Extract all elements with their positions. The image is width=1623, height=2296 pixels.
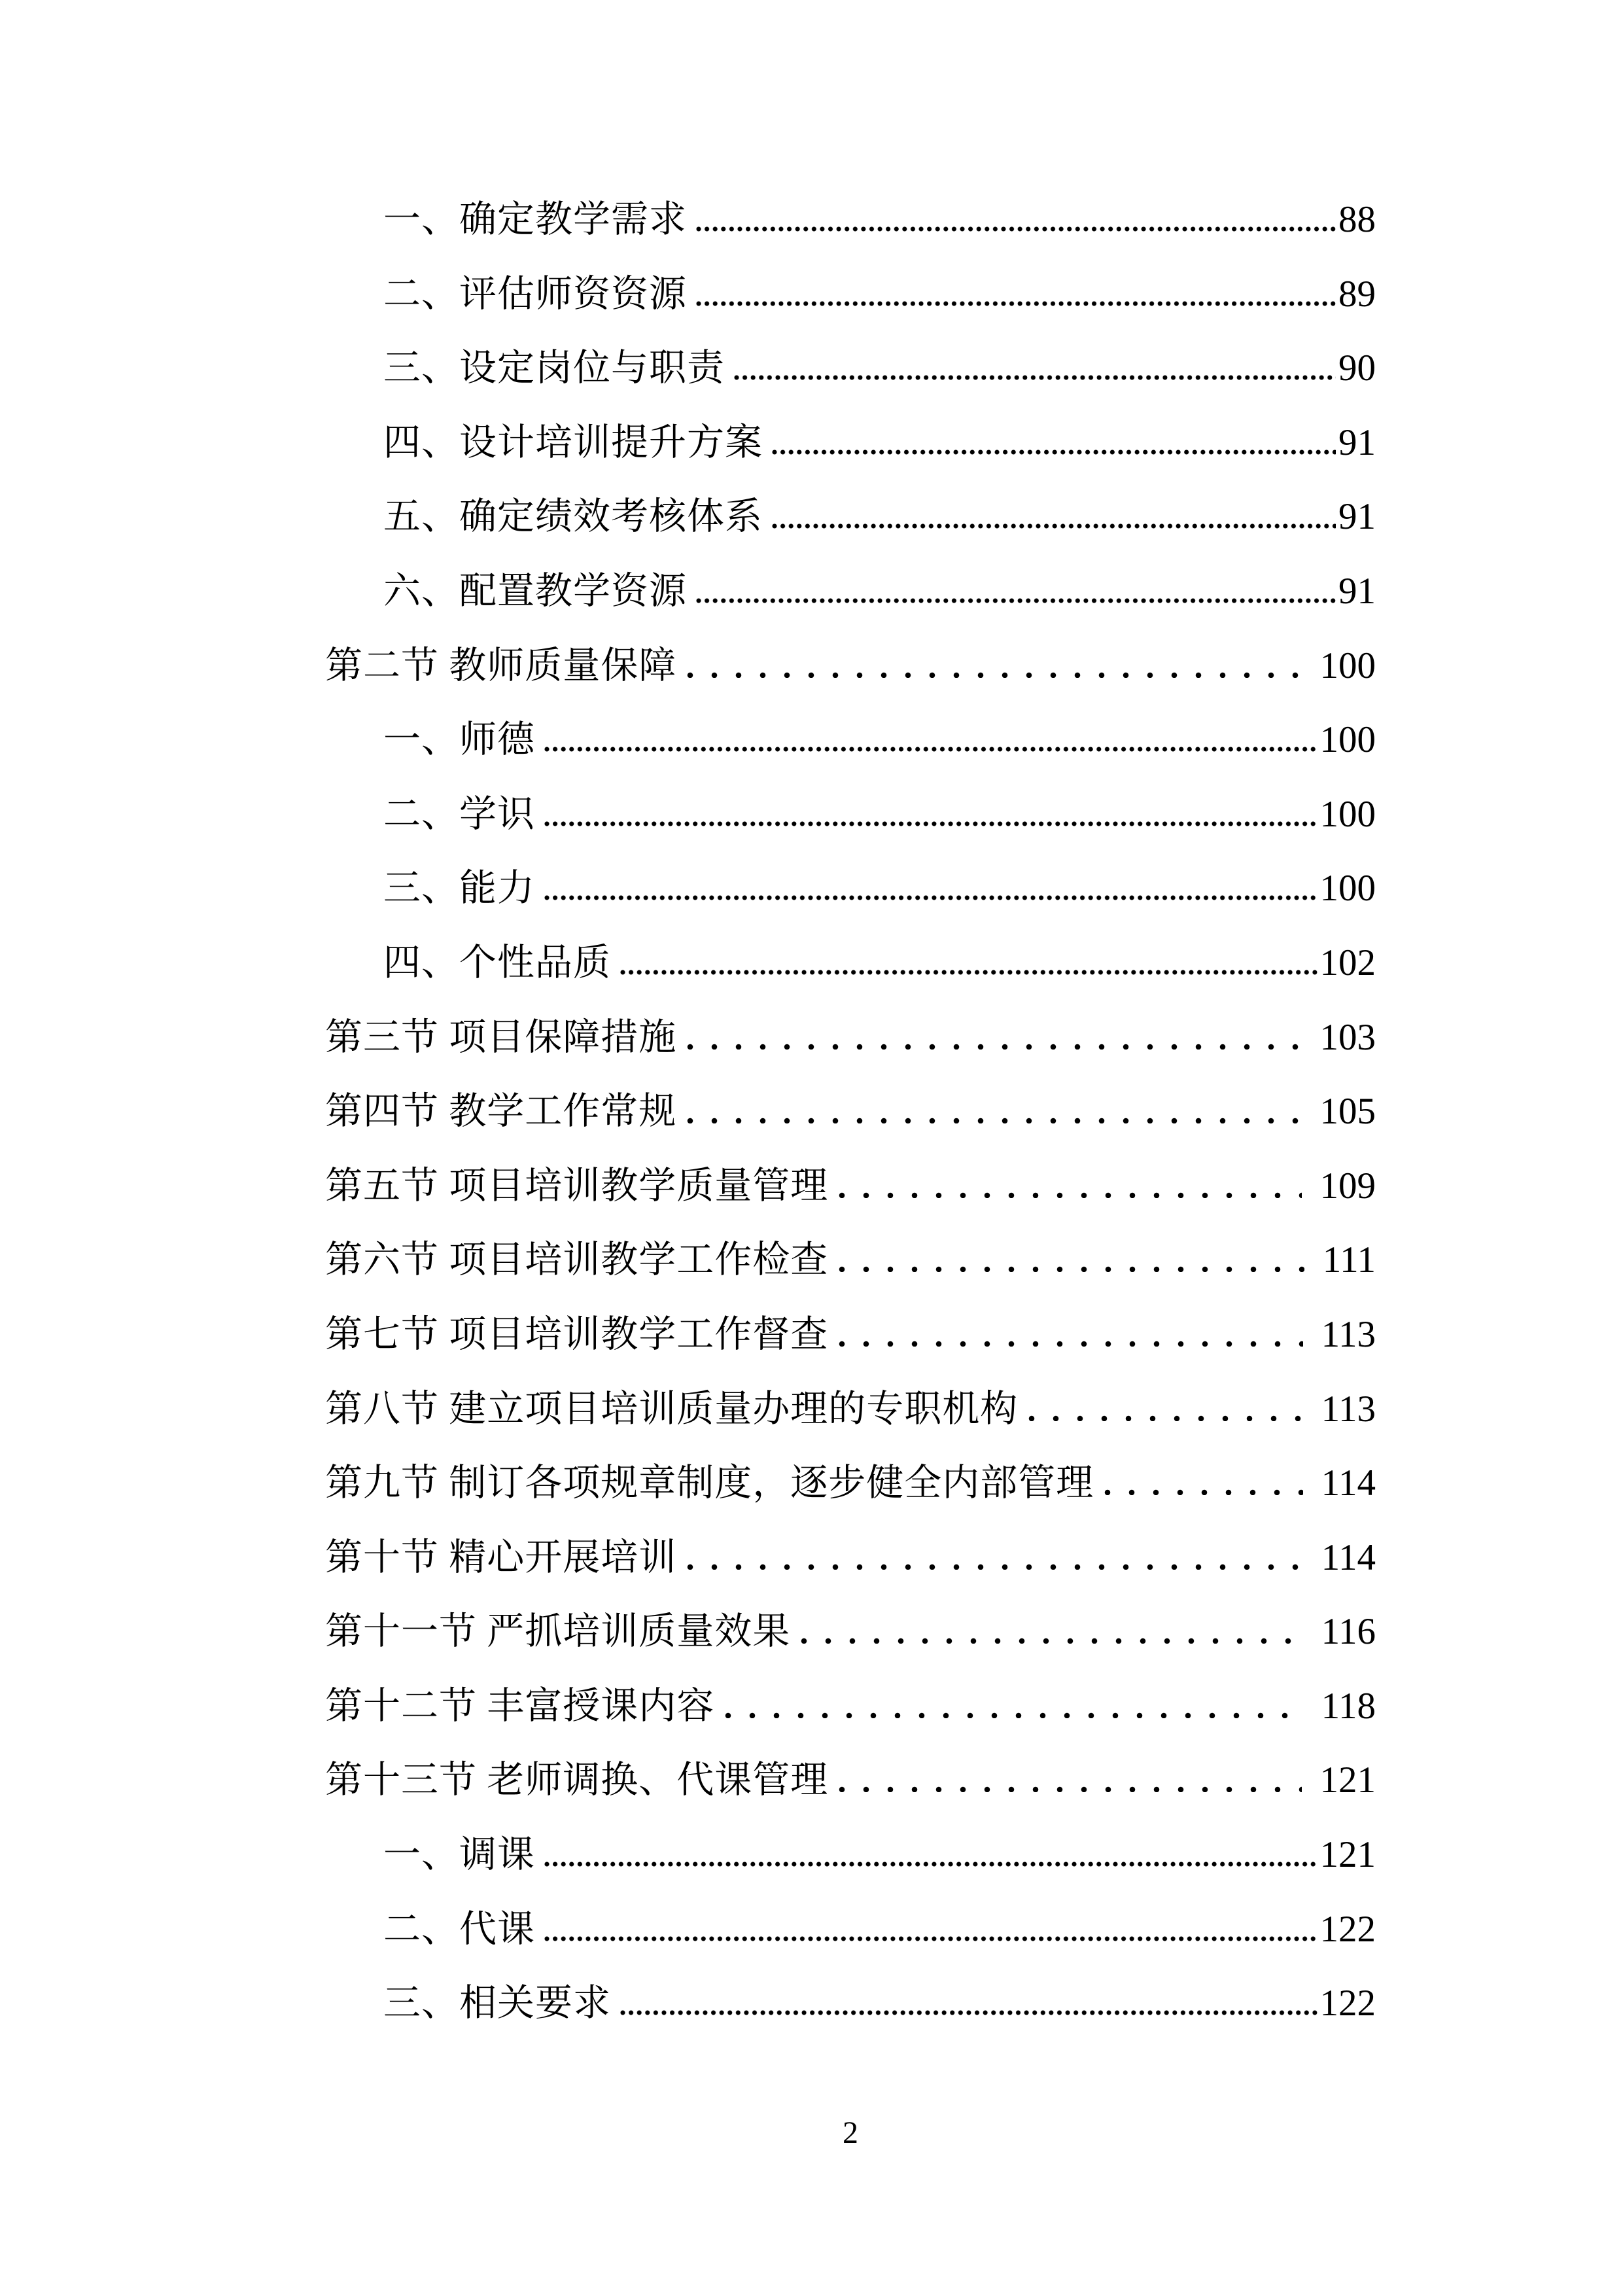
toc-entry-label: 第七节 项目培训教学工作督查 bbox=[325, 1313, 829, 1355]
toc-entry[interactable] bbox=[325, 1521, 1376, 1595]
toc-entry-page: 100 bbox=[1319, 645, 1376, 686]
toc-entry[interactable] bbox=[325, 1298, 1376, 1372]
dot-leader-icon bbox=[836, 1340, 1302, 1347]
toc-entry[interactable] bbox=[325, 1595, 1376, 1669]
dot-leader-icon bbox=[836, 1192, 1301, 1198]
toc-entry-label: 二、代课 bbox=[383, 1908, 535, 1950]
toc-entry-label: 第六节 项目培训教学工作检查 bbox=[325, 1239, 829, 1281]
toc-entry-label: 四、个性品质 bbox=[383, 942, 611, 983]
toc-entry-page: 91 bbox=[1338, 421, 1376, 463]
toc-entry-page: 121 bbox=[1319, 1834, 1376, 1876]
toc-entry-label: 一、确定教学需求 bbox=[383, 199, 687, 240]
toc-entry-page: 113 bbox=[1321, 1388, 1376, 1430]
toc-entry-page: 90 bbox=[1338, 347, 1376, 389]
toc-entry-label: 三、设定岗位与职责 bbox=[383, 347, 725, 389]
toc-entry-label: 第二节 教师质量保障 bbox=[325, 645, 677, 686]
dot-leader-icon bbox=[836, 1786, 1301, 1792]
toc-entry-label: 一、师德 bbox=[383, 719, 535, 761]
toc-entry-page: 118 bbox=[1321, 1685, 1376, 1727]
toc-entry-label: 三、相关要求 bbox=[383, 1983, 611, 2024]
toc-entry-page: 116 bbox=[1321, 1611, 1376, 1653]
toc-entry-label: 第五节 项目培训教学质量管理 bbox=[325, 1165, 829, 1207]
toc-entry-label: 五、确定绩效考核体系 bbox=[383, 496, 763, 538]
toc-entry-page: 91 bbox=[1338, 570, 1376, 612]
dot-leader-icon bbox=[684, 1563, 1302, 1570]
toc-entry-page: 109 bbox=[1319, 1165, 1376, 1207]
toc-entry[interactable] bbox=[325, 406, 1376, 480]
toc-entry[interactable] bbox=[325, 331, 1376, 406]
toc-entry-page: 91 bbox=[1338, 496, 1376, 538]
toc-entry-label: 第三节 项目保障措施 bbox=[325, 1016, 677, 1058]
toc-entry-page: 114 bbox=[1321, 1536, 1376, 1578]
toc-entry-label: 第八节 建立项目培训质量办理的专职机构 bbox=[325, 1388, 1019, 1430]
dot-leader-icon bbox=[1102, 1489, 1302, 1495]
toc-entry-page: 111 bbox=[1322, 1239, 1376, 1281]
toc-entry-label: 六、配置教学资源 bbox=[383, 570, 687, 612]
dot-leader-icon bbox=[543, 745, 1318, 752]
toc-entry[interactable] bbox=[325, 1372, 1376, 1447]
toc-entry-label: 第十一节 严抓培训质量效果 bbox=[325, 1611, 791, 1653]
dot-leader-icon bbox=[733, 374, 1336, 380]
dot-leader-icon bbox=[722, 1712, 1302, 1718]
toc-entry-page: 100 bbox=[1319, 719, 1376, 761]
toc-entry-page: 89 bbox=[1338, 273, 1376, 315]
toc-entry-page: 121 bbox=[1319, 1759, 1376, 1801]
dot-leader-icon bbox=[1026, 1415, 1302, 1421]
toc-entry-page: 113 bbox=[1321, 1313, 1376, 1355]
toc-entry[interactable] bbox=[325, 1966, 1376, 2041]
toc-entry-label: 第十节 精心开展培训 bbox=[325, 1536, 677, 1578]
dot-leader-icon bbox=[695, 597, 1336, 603]
dot-leader-icon bbox=[543, 894, 1318, 900]
toc-entry[interactable] bbox=[325, 926, 1376, 1000]
page-number: 2 bbox=[843, 2115, 858, 2150]
toc-entry[interactable] bbox=[325, 1223, 1376, 1298]
toc-entry-page: 88 bbox=[1338, 199, 1376, 240]
toc-entry-page: 105 bbox=[1319, 1091, 1376, 1133]
toc-entry-label: 二、学识 bbox=[383, 793, 535, 835]
toc-entry[interactable] bbox=[325, 629, 1376, 703]
toc-entry-label: 二、评估师资资源 bbox=[383, 273, 687, 315]
toc-entry-label: 第九节 制订各项规章制度，逐步健全内部管理 bbox=[325, 1462, 1094, 1504]
toc-entry[interactable] bbox=[325, 851, 1376, 926]
toc-entry-page: 122 bbox=[1319, 1908, 1376, 1950]
toc-entry-page: 100 bbox=[1319, 868, 1376, 910]
toc-entry[interactable] bbox=[325, 554, 1376, 629]
toc-entry-page: 100 bbox=[1319, 793, 1376, 835]
toc-entry-page: 122 bbox=[1319, 1983, 1376, 2024]
dot-leader-icon bbox=[543, 1935, 1318, 1941]
toc-entry-label: 四、设计培训提升方案 bbox=[383, 421, 763, 463]
toc-list bbox=[325, 183, 1376, 2041]
toc-entry-page: 102 bbox=[1319, 942, 1376, 983]
dot-leader-icon bbox=[695, 300, 1336, 306]
toc-entry-page: 114 bbox=[1321, 1462, 1376, 1504]
toc-entry[interactable] bbox=[325, 183, 1376, 257]
toc-entry[interactable] bbox=[325, 1892, 1376, 1967]
dot-leader-icon bbox=[771, 522, 1336, 529]
toc-entry[interactable] bbox=[325, 703, 1376, 777]
toc-entry-page: 103 bbox=[1319, 1016, 1376, 1058]
dot-leader-icon bbox=[684, 671, 1301, 678]
dot-leader-icon bbox=[543, 820, 1318, 826]
toc-entry-label: 第十二节 丰富授课内容 bbox=[325, 1685, 715, 1727]
dot-leader-icon bbox=[798, 1637, 1302, 1644]
toc-entry[interactable] bbox=[325, 1818, 1376, 1892]
toc-entry[interactable] bbox=[325, 1446, 1376, 1521]
toc-entry[interactable] bbox=[325, 1149, 1376, 1224]
dot-leader-icon bbox=[684, 1043, 1301, 1050]
dot-leader-icon bbox=[619, 968, 1318, 975]
dot-leader-icon bbox=[771, 448, 1336, 455]
toc-entry-label: 一、调课 bbox=[383, 1834, 535, 1876]
toc-entry[interactable] bbox=[325, 1074, 1376, 1149]
toc-entry[interactable] bbox=[325, 480, 1376, 554]
toc-entry[interactable] bbox=[325, 1669, 1376, 1744]
toc-entry[interactable] bbox=[325, 257, 1376, 332]
toc-entry-label: 第四节 教学工作常规 bbox=[325, 1091, 677, 1133]
dot-leader-icon bbox=[684, 1117, 1301, 1123]
toc-entry-label: 三、能力 bbox=[383, 868, 535, 910]
toc-entry[interactable] bbox=[325, 777, 1376, 852]
dot-leader-icon bbox=[836, 1265, 1304, 1272]
toc-entry[interactable] bbox=[325, 1000, 1376, 1075]
dot-leader-icon bbox=[619, 2009, 1318, 2015]
dot-leader-icon bbox=[543, 1860, 1318, 1867]
dot-leader-icon bbox=[695, 225, 1336, 232]
toc-entry-label: 第十三节 老师调换、代课管理 bbox=[325, 1759, 829, 1801]
toc-entry[interactable] bbox=[325, 1743, 1376, 1818]
